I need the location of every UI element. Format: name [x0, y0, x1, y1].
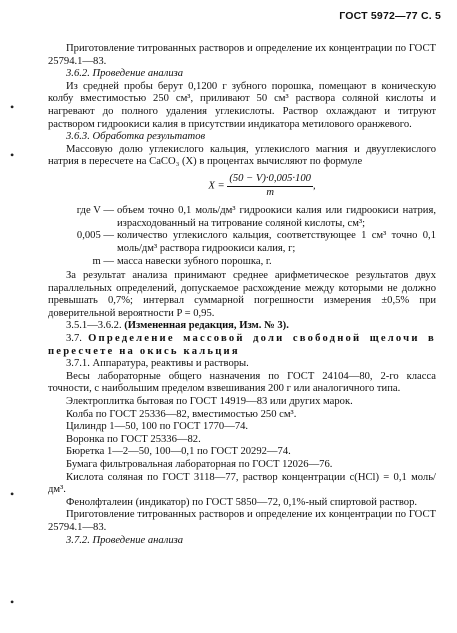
margin-mark: •	[10, 487, 15, 501]
definition-text: масса навески зубного порошка, г.	[117, 255, 272, 267]
section-heading: 3.7. Определение массовой доли свободной щелочи в пересчете на окись кальция	[48, 333, 436, 357]
paragraph: Из средней пробы берут 0,1200 г зубного порошка, помещают в коническую колбу вместимостью 250 см³, приливают 50 см³ раствора соляной кислоты и нагревают до полного удаления углекислоты. Раствор охлаждают и титруют раствором гидроокиси калия в присутствии индикатора метилового оранжевого.	[48, 80, 436, 130]
section-heading: 3.6.2. Проведение анализа	[66, 68, 184, 80]
variable-definitions	[48, 205, 436, 268]
paragraph: Приготовление титрованных растворов и определение их концентрации по ГОСТ 25794.1—83.	[48, 43, 436, 67]
definition-key: m —	[92, 255, 114, 267]
formula-fraction	[227, 173, 313, 199]
margin-mark: •	[10, 595, 15, 609]
definition-item	[48, 256, 436, 269]
formula	[88, 173, 436, 199]
definition-text: количество углекислого кальция, соответствующее 1 см³ точно 0,1 моль/дм³ раствора гидроокиси калия, г;	[117, 230, 436, 254]
margin-mark: •	[10, 148, 15, 162]
definition-item	[48, 230, 436, 255]
list-item: Цилиндр 1—50, 100 по ГОСТ 1770—74.	[66, 421, 249, 433]
amendment-note: 3.5.1—3.6.2. (Измененная редакция, Изм. № 3).	[66, 320, 289, 332]
paragraph: Массовую долю углекислого кальция, углекислого магния и двууглекислого натрия в пересчете на CaCO₃ (X) в процентах вычисляют по формуле	[48, 143, 436, 168]
paragraph: За результат анализа принимают среднее арифметическое результатов двух параллельных определений, допускаемое расхождение между которыми не должно превышать 0,7%; интервал суммарной погрешности измерения ±0,5% при доверительной вероятности P = 0,95.	[48, 270, 436, 319]
formula-lhs: X =	[208, 180, 225, 192]
section-heading: 3.6.3. Обработка результатов	[66, 131, 206, 143]
subsection-heading: 3.7.1. Аппаратура, реактивы и растворы.	[66, 358, 249, 370]
list-item: Бумага фильтровальная лабораторная по ГОСТ 12026—76.	[66, 459, 333, 470]
definition-item	[48, 205, 436, 230]
paragraph: Приготовление титрованных растворов и определение их концентрации по ГОСТ 25794.1—83.	[48, 509, 436, 533]
definition-text: объем точно 0,1 моль/дм³ гидроокиси калия или гидроокиси натрия, израсходованный на титрование соляной кислоты, см³;	[117, 205, 436, 229]
paragraph: Кислота соляная по ГОСТ 3118—77, раствор концентрации c(HCl) = 0,1 моль/дм³.	[48, 471, 436, 496]
definition-key: 0,005 —	[76, 230, 114, 242]
list-item: Электроплитка бытовая по ГОСТ 14919—83 или других марок.	[66, 396, 353, 408]
formula-numerator: (50 − V)·0,005·100	[227, 173, 313, 187]
list-item: Воронка по ГОСТ 25336—82.	[66, 433, 201, 445]
paragraph: Весы лабораторные общего назначения по ГОСТ 24104—80, 2-го класса точности, с наибольшим пределом взвешивания 200 г или аналогичного типа.	[48, 370, 436, 395]
section-heading: 3.7.2. Проведение анализа	[66, 534, 184, 546]
list-item: Бюретка 1—2—50, 100—0,1 по ГОСТ 20292—74.	[66, 446, 291, 458]
formula-denominator: m	[266, 186, 274, 198]
margin-mark: •	[10, 100, 15, 114]
formula-tail: ,	[312, 180, 316, 192]
list-item: Колба по ГОСТ 25336—82, вместимостью 250 см³.	[66, 408, 297, 420]
definition-key: где V —	[76, 205, 114, 217]
document-body	[48, 43, 436, 547]
page-header: ГОСТ 5972—77 С. 5	[339, 10, 441, 22]
paragraph: Фенолфталеин (индикатор) по ГОСТ 5850—72, 0,1%-ный спиртовой раствор.	[66, 496, 418, 508]
